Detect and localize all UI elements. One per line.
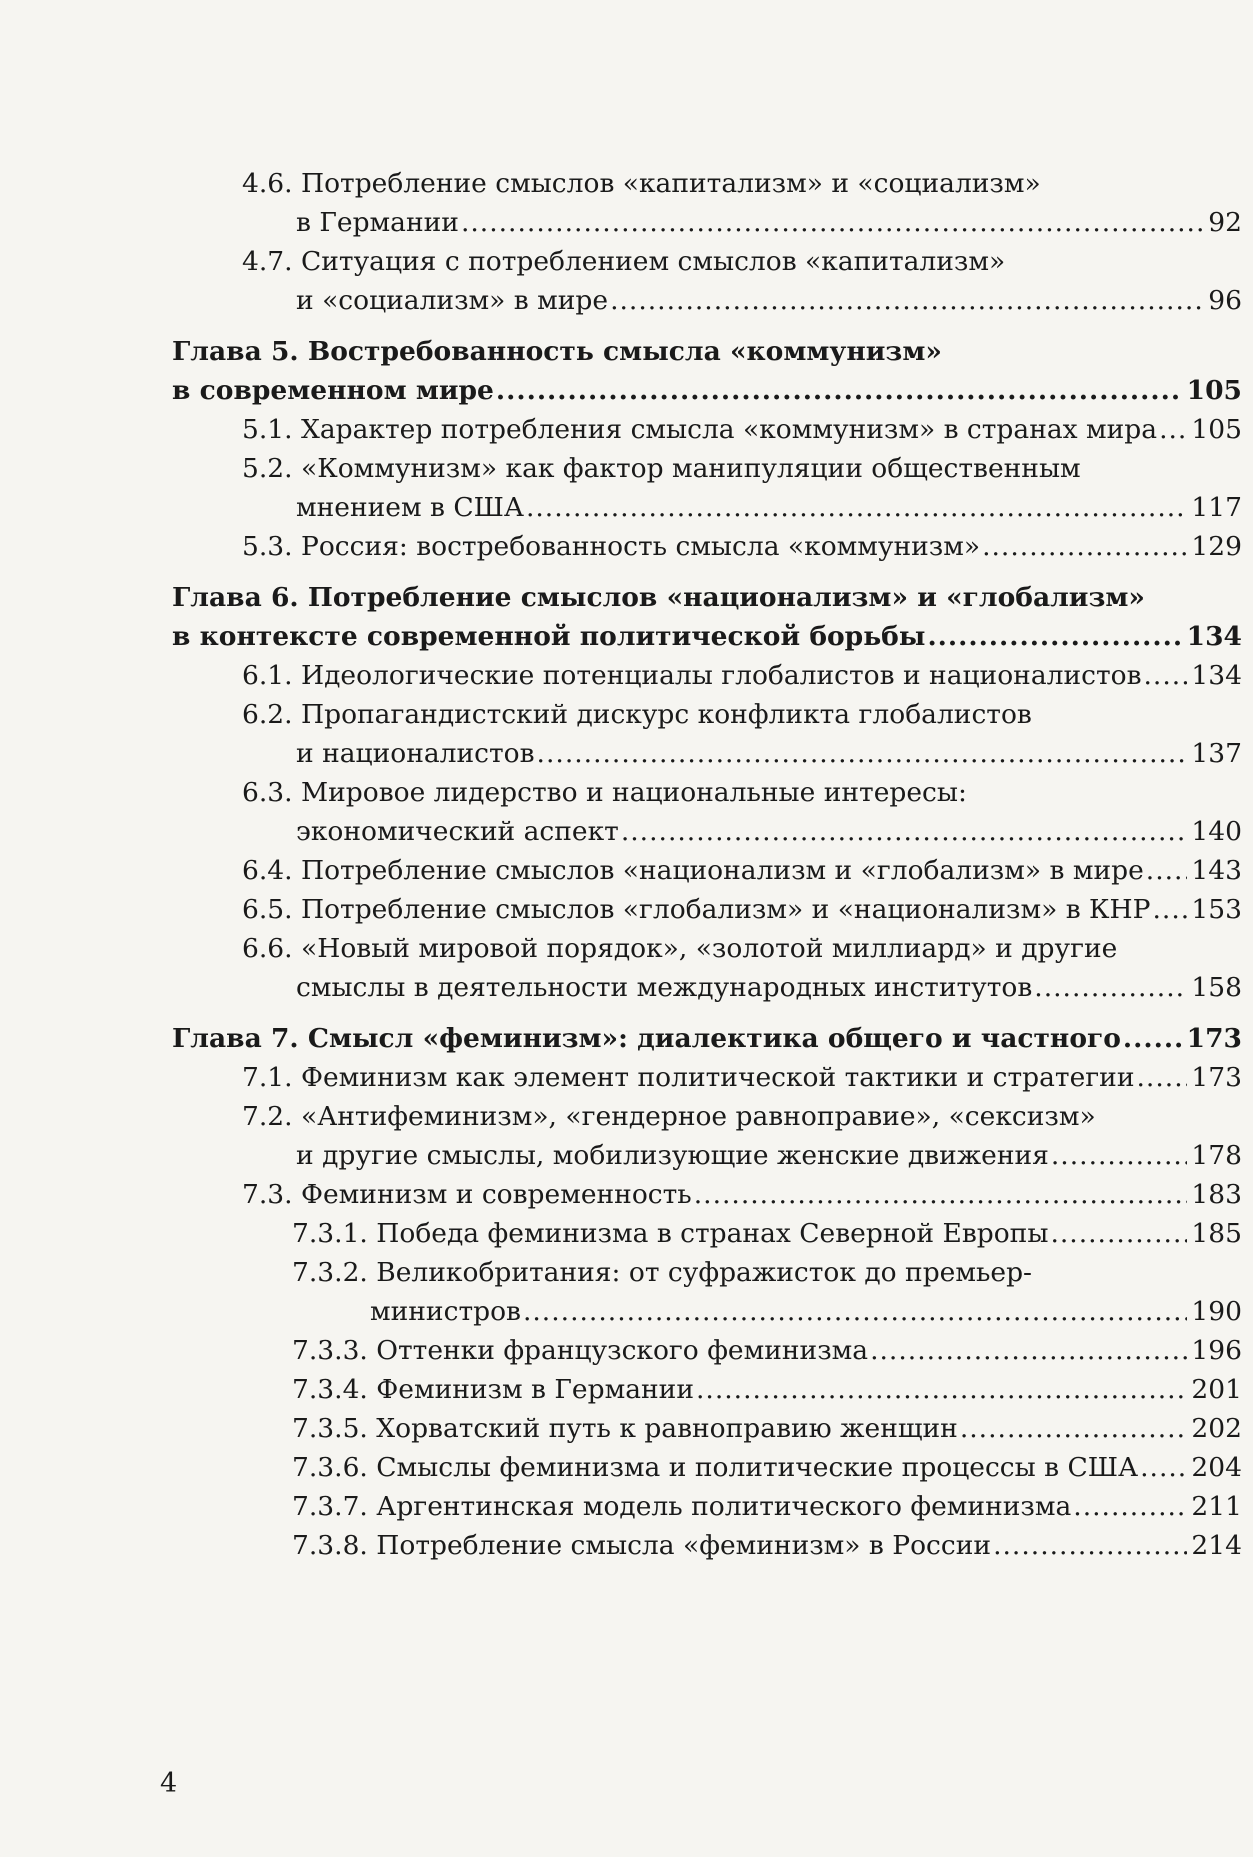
toc-leader-dots bbox=[870, 1331, 1187, 1370]
toc-page-number: 92 bbox=[1208, 207, 1242, 238]
toc-section-entry bbox=[172, 164, 1242, 242]
toc-section-entry bbox=[172, 773, 1242, 851]
toc-section-entry bbox=[172, 1409, 1242, 1448]
toc-entry-title-line: 5.2. «Коммунизм» как фактор манипуляции общественным bbox=[242, 453, 1081, 484]
toc-entry-title-line: 7.3.6. Смыслы феминизма и политические процессы в США bbox=[292, 1452, 1139, 1483]
toc-section-entry bbox=[172, 890, 1242, 929]
toc-section-entry bbox=[172, 929, 1242, 1007]
toc-section-entry bbox=[172, 1175, 1242, 1214]
toc-leader-dots bbox=[1144, 656, 1188, 695]
toc-page-number: 96 bbox=[1208, 285, 1242, 316]
toc-leader-dots bbox=[621, 812, 1188, 851]
toc-entry-title-line: 6.3. Мировое лидерство и национальные интересы: bbox=[242, 777, 967, 808]
toc-leader-dots bbox=[694, 1175, 1188, 1214]
toc-entry-title-line: 7.3.1. Победа феминизма в странах Северной Европы bbox=[292, 1218, 1049, 1249]
toc-entry-title-line: Глава 6. Потребление смыслов «национализм» и «глобализм» bbox=[172, 582, 1145, 613]
toc-chapter-entry bbox=[172, 578, 1242, 656]
toc-leader-dots bbox=[1140, 1448, 1187, 1487]
toc-page-number: 214 bbox=[1191, 1530, 1242, 1561]
toc-section-entry bbox=[172, 656, 1242, 695]
toc-leader-dots bbox=[960, 1409, 1188, 1448]
toc-leader-dots bbox=[1159, 410, 1187, 449]
toc-entry-title-line: и националистов bbox=[296, 738, 535, 769]
toc-leader-dots bbox=[1153, 890, 1188, 929]
toc-entry-title-line: 4.7. Ситуация с потреблением смыслов «капитализм» bbox=[242, 246, 1006, 277]
toc-section-entry bbox=[172, 1526, 1242, 1565]
toc-leader-dots bbox=[461, 203, 1204, 242]
page-number: 4 bbox=[160, 1768, 178, 1799]
toc-leader-dots bbox=[523, 1292, 1187, 1331]
toc-entry-title-line: 7.3.5. Хорватский путь к равноправию женщин bbox=[292, 1413, 958, 1444]
toc-entry-title-line: 6.4. Потребление смыслов «национализм и «глобализм» в мире bbox=[242, 855, 1144, 886]
toc-page-number: 204 bbox=[1191, 1452, 1242, 1483]
toc-entry-title-line: и другие смыслы, мобилизующие женские движения bbox=[296, 1140, 1049, 1171]
toc-leader-dots bbox=[1051, 1136, 1188, 1175]
toc-entry-title-line: 7.3.8. Потребление смысла «феминизм» в России bbox=[292, 1530, 992, 1561]
toc-section-entry bbox=[172, 1097, 1242, 1175]
toc-leader-dots bbox=[1034, 968, 1187, 1007]
toc-page-number: 173 bbox=[1191, 1062, 1242, 1093]
toc-entry-title-line: в контексте современной политической борьбы bbox=[172, 621, 926, 652]
toc-entry-title-line: и «социализм» в мире bbox=[296, 285, 609, 316]
toc-page-number: 190 bbox=[1191, 1296, 1242, 1327]
toc-leader-dots bbox=[993, 1526, 1187, 1565]
toc-entry-title-line: Глава 7. Смысл «феминизм»: диалектика общего и частного bbox=[172, 1023, 1121, 1054]
toc-leader-dots bbox=[610, 281, 1204, 320]
toc-leader-dots bbox=[496, 371, 1183, 410]
toc-entry-title-line: экономический аспект bbox=[296, 816, 619, 847]
toc-section-entry bbox=[172, 1448, 1242, 1487]
toc-page-number: 211 bbox=[1191, 1491, 1242, 1522]
toc-page-number: 117 bbox=[1191, 492, 1242, 523]
toc-page-number: 196 bbox=[1191, 1335, 1242, 1366]
toc-entry-title-line: 6.2. Пропагандистский дискурс конфликта глобалистов bbox=[242, 699, 1032, 730]
toc-page-number: 201 bbox=[1191, 1374, 1242, 1405]
toc-leader-dots bbox=[1123, 1019, 1183, 1058]
toc-page-number: 202 bbox=[1191, 1413, 1242, 1444]
toc-chapter-entry bbox=[172, 332, 1242, 410]
toc-leader-dots bbox=[537, 734, 1188, 773]
toc-page-number: 134 bbox=[1191, 660, 1242, 691]
toc-entry-title-line: в Германии bbox=[296, 207, 459, 238]
toc-leader-dots bbox=[927, 617, 1182, 656]
toc-entry-title-line: 6.6. «Новый мировой порядок», «золотой миллиард» и другие bbox=[242, 933, 1118, 964]
toc-leader-dots bbox=[526, 488, 1187, 527]
toc-entry-title-line: 5.1. Характер потребления смысла «коммунизм» в странах мира bbox=[242, 414, 1158, 445]
toc-section-entry bbox=[172, 1487, 1242, 1526]
toc-entry-title-line: смыслы в деятельности международных институтов bbox=[296, 972, 1033, 1003]
toc-page-number: 105 bbox=[1191, 414, 1242, 445]
toc-entry-title-line: в современном мире bbox=[172, 375, 494, 406]
toc-entry-title-line: мнением в США bbox=[296, 492, 524, 523]
toc-page-number: 137 bbox=[1191, 738, 1242, 769]
toc-entry-title-line: 4.6. Потребление смыслов «капитализм» и «социализм» bbox=[242, 168, 1041, 199]
toc-leader-dots bbox=[1146, 851, 1188, 890]
toc-entry-title-line: Глава 5. Востребованность смысла «коммунизм» bbox=[172, 336, 942, 367]
toc-page-number: 158 bbox=[1191, 972, 1242, 1003]
toc-chapter-entry bbox=[172, 1019, 1242, 1058]
toc-leader-dots bbox=[1137, 1058, 1188, 1097]
toc-page-number: 140 bbox=[1191, 816, 1242, 847]
toc-section-entry bbox=[172, 695, 1242, 773]
toc-leader-dots bbox=[696, 1370, 1187, 1409]
toc-entry-title-line: министров bbox=[370, 1296, 521, 1327]
toc-section-entry bbox=[172, 851, 1242, 890]
toc-entry-title-line: 6.5. Потребление смыслов «глобализм» и «национализм» в КНР bbox=[242, 894, 1151, 925]
toc-leader-dots bbox=[1050, 1214, 1187, 1253]
toc-page-number: 143 bbox=[1191, 855, 1242, 886]
toc-entry-title-line: 7.3.4. Феминизм в Германии bbox=[292, 1374, 694, 1405]
toc-page-number: 134 bbox=[1186, 621, 1242, 652]
toc-leader-dots bbox=[982, 527, 1187, 566]
toc-section-entry bbox=[172, 449, 1242, 527]
toc-page-number: 129 bbox=[1191, 531, 1242, 562]
toc-section-entry bbox=[172, 1370, 1242, 1409]
table-of-contents bbox=[172, 164, 1242, 1565]
toc-page-number: 183 bbox=[1191, 1179, 1242, 1210]
toc-page-number: 173 bbox=[1186, 1023, 1242, 1054]
toc-entry-title-line: 7.3. Феминизм и современность bbox=[242, 1179, 692, 1210]
toc-section-entry bbox=[172, 1214, 1242, 1253]
toc-entry-title-line: 6.1. Идеологические потенциалы глобалистов и националистов bbox=[242, 660, 1142, 691]
toc-page-number: 185 bbox=[1191, 1218, 1242, 1249]
toc-entry-title-line: 7.1. Феминизм как элемент политической тактики и стратегии bbox=[242, 1062, 1135, 1093]
toc-entry-title-line: 7.3.2. Великобритания: от суфражисток до премьер- bbox=[292, 1257, 1032, 1288]
toc-section-entry bbox=[172, 1331, 1242, 1370]
toc-section-entry bbox=[172, 527, 1242, 566]
toc-page-number: 178 bbox=[1191, 1140, 1242, 1171]
toc-entry-title-line: 7.2. «Антифеминизм», «гендерное равноправие», «сексизм» bbox=[242, 1101, 1096, 1132]
toc-section-entry bbox=[172, 242, 1242, 320]
toc-section-entry bbox=[172, 410, 1242, 449]
toc-leader-dots bbox=[1073, 1487, 1187, 1526]
toc-section-entry bbox=[172, 1058, 1242, 1097]
toc-entry-title-line: 7.3.3. Оттенки французского феминизма bbox=[292, 1335, 869, 1366]
toc-entry-title-line: 7.3.7. Аргентинская модель политического феминизма bbox=[292, 1491, 1072, 1522]
toc-entry-title-line: 5.3. Россия: востребованность смысла «коммунизм» bbox=[242, 531, 981, 562]
toc-page-number: 105 bbox=[1186, 375, 1242, 406]
toc-page-number: 153 bbox=[1191, 894, 1242, 925]
toc-section-entry bbox=[172, 1253, 1242, 1331]
